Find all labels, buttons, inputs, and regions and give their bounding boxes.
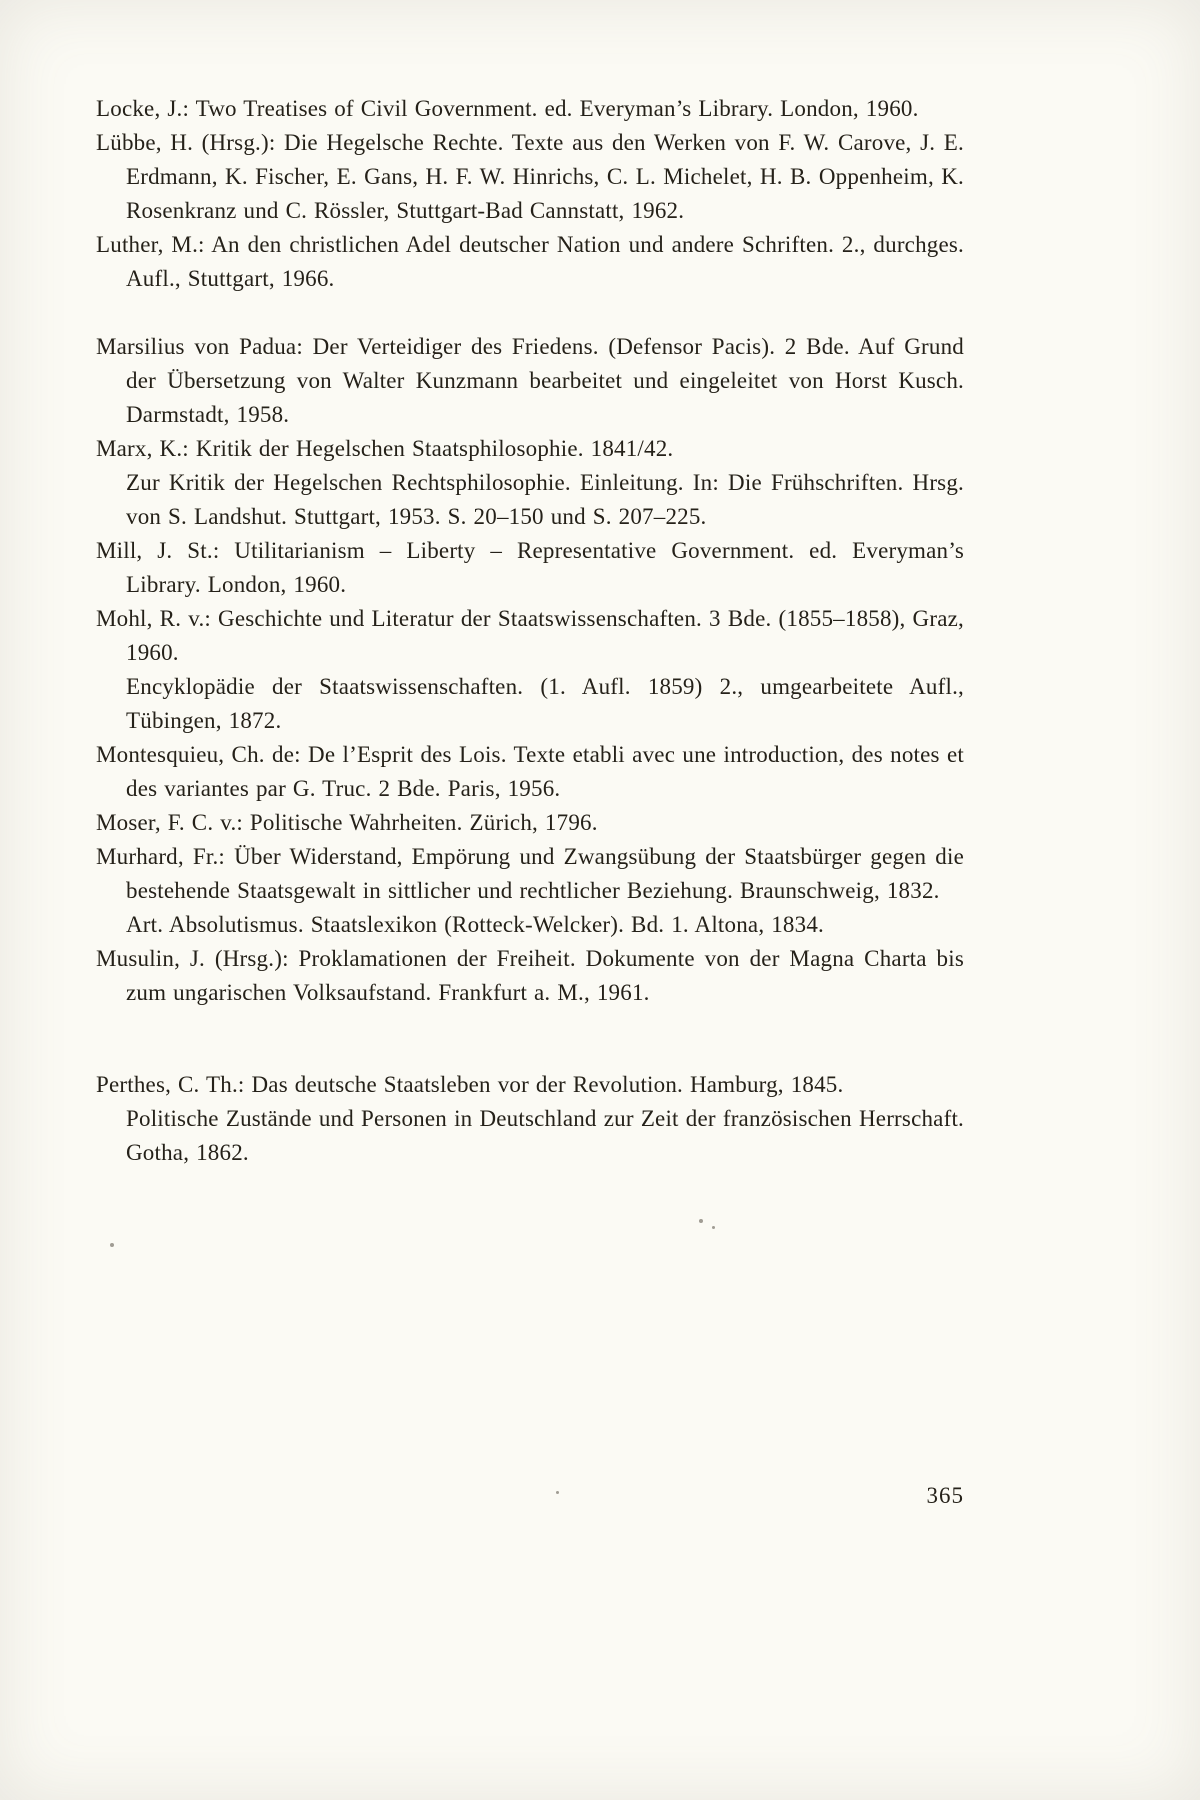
bibliography-entry: Marx, K.: Kritik der Hegelschen Staatsphilosophie. 1841/42.	[96, 436, 674, 461]
bibliography-entry: Perthes, C. Th.: Das deutsche Staatsleben vor der Revolution. Hamburg, 1845.	[96, 1072, 844, 1097]
bibliography-entry: Mohl, R. v.: Geschichte und Literatur der Staatswissenschaften. 3 Bde. (1855–1858), Graz, 1960.	[96, 606, 964, 665]
scan-speck	[556, 1491, 559, 1494]
bibliography-entry: Musulin, J. (Hrsg.): Proklamationen der Freiheit. Dokumente von der Magna Charta bis zum ungarischen Volksaufstand. Frankfurt a. M., 1961.	[96, 946, 964, 1005]
bibliography-subentry: Art. Absolutismus. Staatslexikon (Rotteck-Welcker). Bd. 1. Altona, 1834.	[126, 912, 824, 937]
bibliography-entry: Locke, J.: Two Treatises of Civil Government. ed. Everyman’s Library. London, 1960.	[96, 96, 919, 121]
bibliography-subentry: Zur Kritik der Hegelschen Rechtsphilosophie. Einleitung. In: Die Frühschriften. Hrsg. von S. Landshut. Stuttgart, 1953. S. 20–150 und S. 207–225.	[126, 470, 964, 529]
bibliography-entry: Mill, J. St.: Utilitarianism – Liberty – Representative Government. ed. Everyman’s Library. London, 1960.	[96, 538, 964, 597]
scan-speck	[712, 1226, 715, 1229]
bibliography-entry: Montesquieu, Ch. de: De l’Esprit des Lois. Texte etabli avec une introduction, des notes et des variantes par G. Truc. 2 Bde. Paris, 1956.	[96, 742, 964, 801]
bibliography-subentry: Politische Zustände und Personen in Deutschland zur Zeit der französischen Herrschaft. Gotha, 1862.	[126, 1106, 964, 1165]
bibliography-entry: Murhard, Fr.: Über Widerstand, Empörung und Zwangsübung der Staatsbürger gegen die bestehende Staatsgewalt in sittlicher und rechtlicher Beziehung. Braunschweig, 1832.	[96, 844, 964, 903]
scan-speck	[699, 1219, 703, 1223]
scan-speck	[110, 1243, 114, 1247]
bibliography-entry: Lübbe, H. (Hrsg.): Die Hegelsche Rechte. Texte aus den Werken von F. W. Carove, J. E. Erdmann, K. Fischer, E. Gans, H. F. W. Hinrichs, C. L. Michelet, H. B. Oppenheim, K. Rosenkranz und C. Rössler, Stuttgart-Bad Cannstatt, 1962.	[96, 130, 964, 223]
bibliography-entry: Marsilius von Padua: Der Verteidiger des Friedens. (Defensor Pacis). 2 Bde. Auf Grund der Übersetzung von Walter Kunzmann bearbeitet und eingeleitet von Horst Kusch. Darmstadt, 1958.	[96, 334, 964, 427]
bibliography-entry: Moser, F. C. v.: Politische Wahrheiten. Zürich, 1796.	[96, 810, 598, 835]
page-number: 365	[926, 1483, 964, 1508]
bibliography-entry: Luther, M.: An den christlichen Adel deutscher Nation und andere Schriften. 2., durchges. Aufl., Stuttgart, 1966.	[96, 232, 964, 291]
bibliography-list	[96, 92, 964, 1170]
bibliography-subentry: Encyklopädie der Staatswissenschaften. (1. Aufl. 1859) 2., umgearbeitete Aufl., Tübingen, 1872.	[126, 674, 964, 733]
